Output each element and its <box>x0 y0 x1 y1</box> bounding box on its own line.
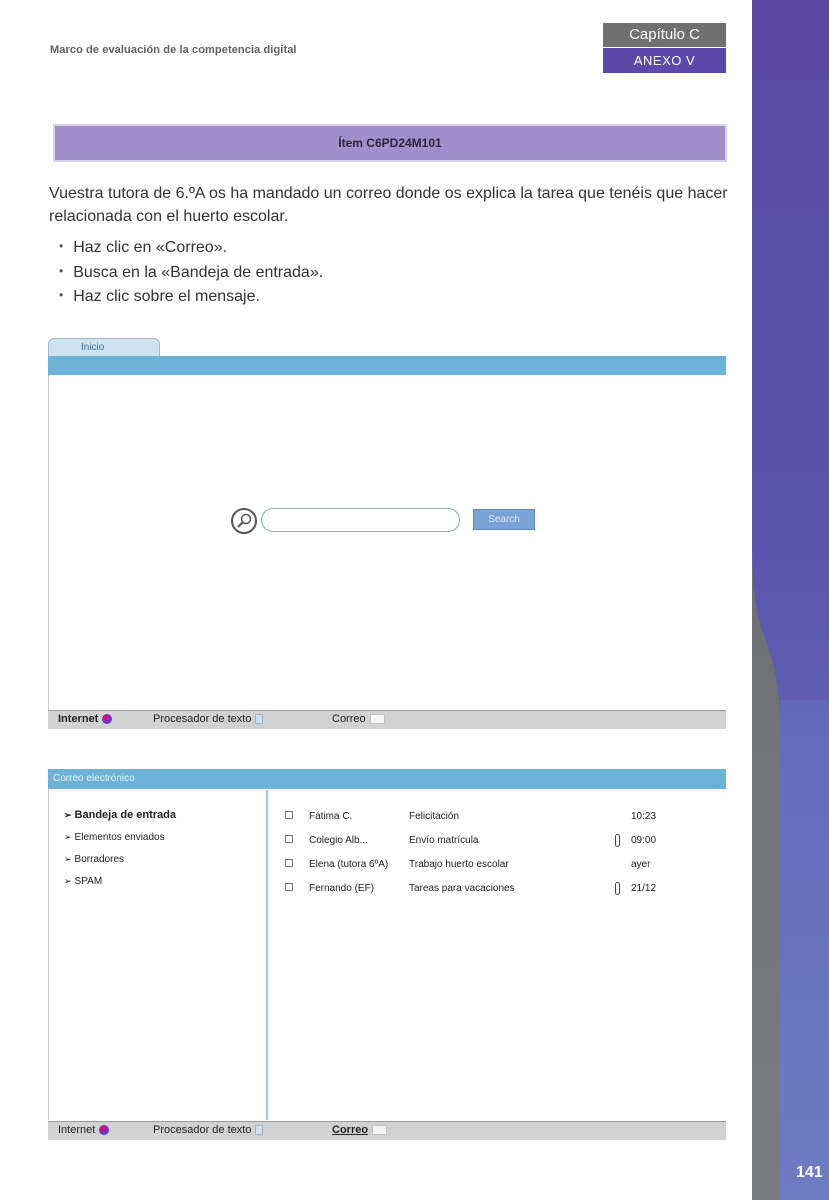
message-checkbox[interactable] <box>285 859 293 867</box>
search-button[interactable]: Search <box>473 509 535 530</box>
message-sender: Elena (tutora 6ºA) <box>309 858 389 870</box>
folder-drafts[interactable]: ➢ Borradores <box>64 852 176 874</box>
browser-window <box>48 355 726 729</box>
annex-label: ANEXO V <box>603 48 726 73</box>
page-number: 141 <box>796 1164 823 1181</box>
taskbar-internet[interactable] <box>58 713 112 725</box>
document-icon <box>255 714 263 724</box>
taskbar-word-processor-label: Procesador de texto <box>153 713 252 725</box>
mail-pane-divider <box>266 790 268 1120</box>
message-checkbox[interactable] <box>285 835 293 843</box>
mail-window-title: Correo electrónico <box>48 769 726 789</box>
taskbar-top <box>48 710 726 729</box>
globe-icon <box>102 714 112 724</box>
folder-inbox[interactable]: ➢ Bandeja de entrada <box>64 808 176 830</box>
message-subject: Envío matrícula <box>409 834 479 846</box>
folder-spam[interactable]: ➢ SPAM <box>64 874 176 896</box>
taskbar-internet-label: Internet <box>58 1124 96 1136</box>
message-subject: Tareas para vacaciones <box>409 882 515 894</box>
envelope-icon <box>372 1125 387 1135</box>
search-input[interactable] <box>261 508 460 532</box>
task-prompt: Vuestra tutora de 6.ºA os ha mandado un correo donde os explica la tarea que tenéis que hacer relacionada con el huerto escolar. <box>49 185 728 225</box>
taskbar-bottom <box>48 1121 726 1140</box>
task-steps <box>59 236 323 310</box>
message-date: 10:23 <box>631 810 657 822</box>
tab-inicio[interactable]: Inicio <box>48 338 160 357</box>
taskbar-word-processor[interactable] <box>153 1124 263 1136</box>
paperclip-icon <box>615 834 620 847</box>
taskbar-mail-label: Correo <box>332 1124 369 1136</box>
paperclip-icon <box>615 882 620 895</box>
taskbar-mail-label: Correo <box>332 713 366 725</box>
message-subject: Trabajo huerto escolar <box>409 858 509 870</box>
message-row[interactable] <box>285 828 685 852</box>
message-checkbox[interactable] <box>285 883 293 891</box>
folder-sent[interactable]: ➢ Elementos enviados <box>64 830 176 852</box>
message-sender: Colegio Alb... <box>309 834 368 846</box>
mail-folder-list <box>64 808 176 896</box>
task-step: • Busca en la «Bandeja de entrada». <box>59 261 323 286</box>
browser-toolbar <box>48 356 726 375</box>
side-band-purple-lower <box>780 700 829 1200</box>
message-row[interactable] <box>285 804 685 828</box>
taskbar-internet[interactable] <box>58 1124 109 1136</box>
message-date: 21/12 <box>631 882 657 894</box>
task-step: • Haz clic en «Correo». <box>59 236 323 261</box>
magnifier-icon <box>231 508 257 534</box>
taskbar-mail[interactable] <box>332 713 385 725</box>
document-icon <box>255 1125 263 1135</box>
message-checkbox[interactable] <box>285 811 293 819</box>
message-date: 09:00 <box>631 834 657 846</box>
message-row[interactable] <box>285 876 685 900</box>
message-sender: Fátima C. <box>309 810 353 822</box>
message-date: ayer <box>631 858 651 870</box>
globe-icon <box>99 1125 109 1135</box>
message-subject: Felicitación <box>409 810 460 822</box>
taskbar-word-processor-label: Procesador de texto <box>153 1124 252 1136</box>
taskbar-mail-active[interactable] <box>332 1124 387 1136</box>
taskbar-word-processor[interactable] <box>153 713 263 725</box>
message-row[interactable] <box>285 852 685 876</box>
envelope-icon <box>370 714 385 724</box>
taskbar-internet-label: Internet <box>58 713 99 725</box>
item-title-bar: Ítem C6PD24M101 <box>53 124 727 162</box>
task-step: • Haz clic sobre el mensaje. <box>59 285 323 310</box>
running-title: Marco de evaluación de la competencia digital <box>50 44 297 56</box>
message-list <box>285 804 685 900</box>
chapter-label: Capítulo C <box>603 23 726 47</box>
message-sender: Fernando (EF) <box>309 882 375 894</box>
